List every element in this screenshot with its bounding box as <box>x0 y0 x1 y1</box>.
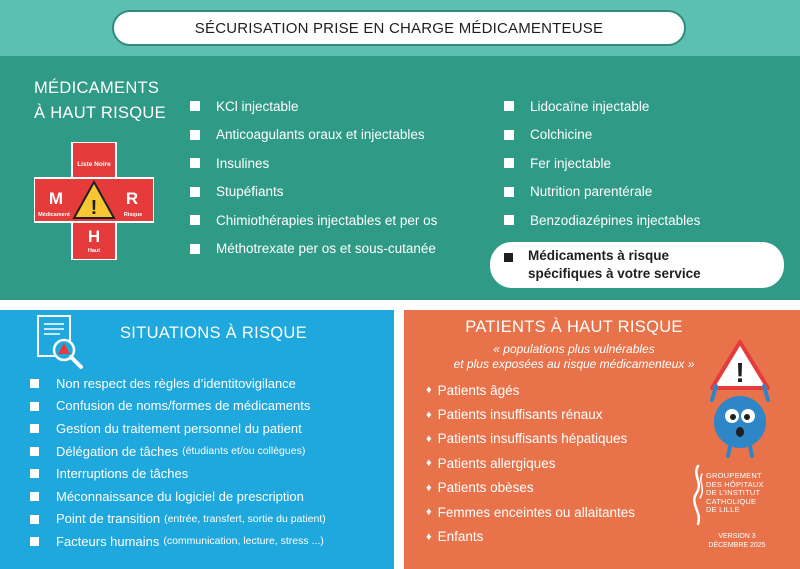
cross-right-word: Risque <box>123 212 143 218</box>
worried-mascot-warning-icon <box>704 340 776 460</box>
square-bullet-icon <box>190 158 200 168</box>
medication-list-left <box>190 92 437 263</box>
diamond-bullet-icon: ♦ <box>426 530 432 543</box>
cross-left-word: Médicament <box>38 212 70 218</box>
list-item: ♦ Patients obèses <box>426 480 534 496</box>
risk-situations-section <box>0 310 394 569</box>
high-risk-patients-subtitle: « populations plus vulnérables et plus exposées au risque médicamenteux » <box>453 342 695 371</box>
diamond-bullet-icon: ♦ <box>426 384 432 397</box>
list-item: Chimiothérapies injectables et per os <box>190 206 437 235</box>
high-risk-medications-section <box>0 56 800 300</box>
list-item: Interruptions de tâches <box>30 462 326 485</box>
cross-letter-r: R <box>125 189 139 208</box>
high-risk-patients-title: PATIENTS À HAUT RISQUE <box>465 318 683 336</box>
list-item: Point de transition (entrée, transfert, sortie du patient) <box>30 508 326 531</box>
square-bullet-icon <box>190 244 200 254</box>
square-bullet-icon <box>504 187 514 197</box>
document-magnifier-warning-icon <box>36 314 86 370</box>
list-item: ♦ Patients insuffisants hépatiques <box>426 431 628 447</box>
list-item: Délégation de tâches (étudiants et/ou collègues) <box>30 440 326 463</box>
version-label: VERSION 3 DÉCEMBRE 2025 <box>708 533 766 549</box>
diamond-bullet-icon: ♦ <box>426 506 432 519</box>
logo-text: GROUPEMENT DES HÔPITAUX DE L’INSTITUT CATHOLIQUE DE LILLE <box>706 471 764 514</box>
square-bullet-icon <box>190 130 200 140</box>
list-item: ♦ Enfants <box>426 529 484 545</box>
risk-situations-title: SITUATIONS À RISQUE <box>120 324 307 342</box>
square-bullet-icon <box>504 130 514 140</box>
high-risk-medications-title: MÉDICAMENTS À HAUT RISQUE <box>34 79 166 122</box>
cross-bottom-word: Haut <box>87 248 101 254</box>
list-item: Confusion de noms/formes de médicaments <box>30 395 326 418</box>
list-item: Nutrition parentérale <box>504 178 700 207</box>
list-item: Benzodiazépines injectables <box>504 206 700 235</box>
square-bullet-icon <box>30 492 39 501</box>
list-item: Facteurs humains (communication, lecture, stress ...) <box>30 530 326 553</box>
square-bullet-icon <box>30 469 39 478</box>
medication-list-right <box>504 92 700 235</box>
list-item: Non respect des règles d’identitovigilance <box>30 372 326 395</box>
cross-warning-mark: ! <box>90 197 98 219</box>
page-title: SÉCURISATION PRISE EN CHARGE MÉDICAMENTEUSE <box>112 10 686 46</box>
list-item: Stupéfiants <box>190 178 437 207</box>
square-bullet-icon <box>30 447 39 456</box>
square-bullet-icon <box>30 537 39 546</box>
high-risk-patients-section <box>404 310 800 569</box>
institution-logo <box>686 462 790 530</box>
high-risk-patients-list <box>426 378 635 549</box>
diamond-bullet-icon: ♦ <box>426 408 432 421</box>
list-item: Gestion du traitement personnel du patient <box>30 417 326 440</box>
list-item: ♦ Patients âgés <box>426 382 520 398</box>
square-bullet-icon <box>190 187 200 197</box>
square-bullet-icon <box>30 424 39 433</box>
list-item: Insulines <box>190 149 437 178</box>
list-item: Méconnaissance du logiciel de prescription <box>30 485 326 508</box>
square-bullet-icon <box>504 253 513 262</box>
list-item: ♦ Patients allergiques <box>426 455 556 471</box>
square-bullet-icon <box>30 379 39 388</box>
list-item: ♦ Patients insuffisants rénaux <box>426 407 603 423</box>
square-bullet-icon <box>30 515 39 524</box>
flame-logo-mark-icon <box>688 464 708 526</box>
risk-situations-list <box>30 372 326 553</box>
diamond-bullet-icon: ♦ <box>426 457 432 470</box>
list-item: Lidocaïne injectable <box>504 92 700 121</box>
square-bullet-icon <box>504 158 514 168</box>
service-specific-medications-pill: Médicaments à risque spécifiques à votre service <box>490 242 784 288</box>
square-bullet-icon <box>190 101 200 111</box>
red-cross-warning-icon <box>34 142 154 260</box>
list-item: KCl injectable <box>190 92 437 121</box>
cross-top-label: Liste Noire <box>77 161 111 168</box>
list-item: Colchicine <box>504 121 700 150</box>
list-item: Méthotrexate per os et sous-cutanée <box>190 235 437 264</box>
square-bullet-icon <box>504 215 514 225</box>
square-bullet-icon <box>504 101 514 111</box>
cross-letter-m: M <box>48 189 64 208</box>
mascot-warning-mark: ! <box>735 357 745 388</box>
cross-letter-h: H <box>87 227 101 246</box>
list-item: ♦ Femmes enceintes ou allaitantes <box>426 504 635 520</box>
diamond-bullet-icon: ♦ <box>426 481 432 494</box>
square-bullet-icon <box>30 402 39 411</box>
list-item: Anticoagulants oraux et injectables <box>190 121 437 150</box>
square-bullet-icon <box>190 215 200 225</box>
list-item: Fer injectable <box>504 149 700 178</box>
diamond-bullet-icon: ♦ <box>426 432 432 445</box>
